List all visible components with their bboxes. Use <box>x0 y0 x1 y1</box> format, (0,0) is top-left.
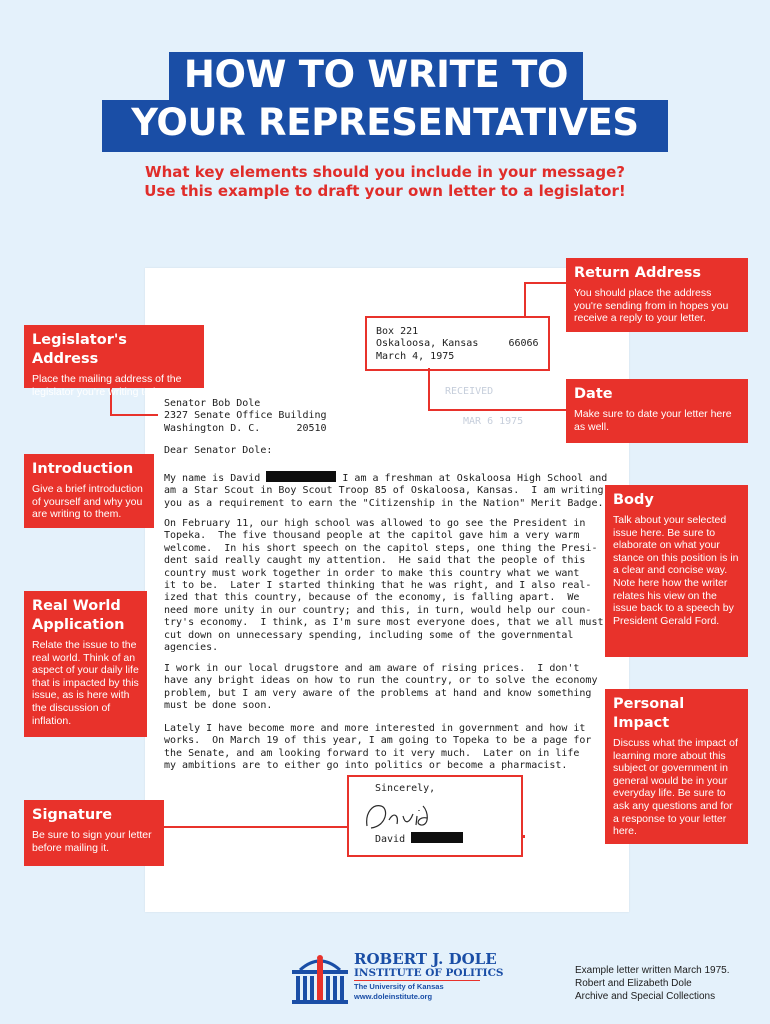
callout-body: Be sure to sign your letter before mailing it. <box>32 829 152 854</box>
closing: Sincerely, <box>375 783 436 794</box>
connector-line <box>140 826 347 828</box>
body-line: welcome. In his short speech on the capitol steps, one thing the Presi- <box>164 542 598 554</box>
callout-heading: Application <box>32 617 125 633</box>
real-world-line: problem, but I am very aware of the problems at hand and know something <box>164 687 592 699</box>
recipient-address-line: Senator Bob Dole <box>164 398 261 409</box>
real-world-callout <box>24 591 147 737</box>
received-stamp-label: RECEIVED <box>445 386 494 397</box>
redaction-bar <box>266 471 336 482</box>
connector-line <box>110 414 158 416</box>
subtitle-line-1: What key elements should you include in your message? <box>145 163 625 181</box>
logo-divider <box>354 980 480 981</box>
salutation: Dear Senator Dole: <box>164 445 273 456</box>
personal-line: works. On March 19 of this year, I am going to Topeka to be a page for <box>164 735 592 747</box>
page-title-line-2: YOUR REPRESENTATIVES <box>102 100 668 152</box>
credit-line: Archive and Special Collections <box>575 991 716 1002</box>
logo-institute: INSTITUTE OF POLITICS <box>354 967 504 979</box>
logo-university: The University of Kansas <box>354 982 444 991</box>
real-world-line: have any bright ideas on how to run the country, or to solve the economy <box>164 675 598 687</box>
personal-line: my ambitions are to either go into politics or become a pharmacist. <box>164 760 568 772</box>
connector-line <box>523 835 525 838</box>
real-world-line: must be done soon. <box>164 700 273 712</box>
body-line: try's economy. I think, as I'm sure most everyone does, that we all must <box>164 617 604 629</box>
callout-heading: Return Address <box>574 265 702 281</box>
credit-line: Example letter written March 1975. <box>575 965 730 976</box>
capitol-emblem-icon <box>290 950 350 1006</box>
recipient-address-block <box>164 398 327 435</box>
connector-line <box>428 368 430 411</box>
return-address-line: March 4, 1975 <box>376 350 455 362</box>
legislator-address-callout <box>24 325 204 398</box>
subtitle-line-2: Use this example to draft your own letter to a legislator! <box>144 182 626 200</box>
callout-heading: Personal Impact <box>613 696 685 731</box>
callout-body: Give a brief introduction of yourself and why you are writing to them. <box>32 483 143 521</box>
body-line: agencies. <box>164 642 219 654</box>
credit-line: Robert and Elizabeth Dole <box>575 978 692 989</box>
body-line: ized that this country, because of the economy, is falling apart. We <box>164 592 580 604</box>
body-line: dent said really caught my attention. He said that the people of this <box>164 555 586 567</box>
personal-impact-callout <box>605 689 748 844</box>
body-line: Topeka. The five thousand people at the capitol gave him a very warm <box>164 530 580 542</box>
callout-body: Talk about your selected issue here. Be sure to elaborate on what your stance on this position is in a clear and concise way. Note here how the writer relates his view on the issue back to a speech by President Gerald Ford. <box>613 514 739 627</box>
real-world-paragraph <box>164 663 597 713</box>
body-line: it to be. Later I started thinking that he was right, and I also real- <box>164 580 592 592</box>
intro-text: I am a freshman at Oskaloosa High School and <box>336 473 608 484</box>
callout-body: Discuss what the impact of learning more about this subject or government in general would be in your everyday life. Be sure to ask any questions and for a response to your letter here. <box>613 737 738 838</box>
callout-heading: Legislator's Address <box>32 332 127 367</box>
body-line: need more unity in our country; and this, in turn, would help our coun- <box>164 604 592 616</box>
logo-name: ROBERT J. DOLE <box>354 950 497 968</box>
body-line: On February 11, our high school was allowed to go see the President in <box>164 518 586 529</box>
logo-website-link[interactable]: www.doleinstitute.org <box>354 992 433 1001</box>
callout-body: Make sure to date your letter here as well. <box>574 408 732 433</box>
callout-body: Relate the issue to the real world. Think of an aspect of your daily life that is impacted by this issue, as is here with the discussion of inflation. <box>32 639 139 727</box>
body-line: country must work together in order to make this country what we want <box>164 567 580 579</box>
received-stamp-date: MAR 6 1975 <box>463 416 524 427</box>
personal-line: Lately I have become more and more interested in government and how it <box>164 723 586 734</box>
personal-line: the Senate, and am looking forward to it very much. Later on in life <box>164 747 580 759</box>
signature-highlight <box>347 775 523 857</box>
body-line: cut down on unnecessary spending, including some of the governmental <box>164 629 574 641</box>
callout-heading: Introduction <box>32 461 134 477</box>
signature-name-text: David <box>375 834 412 845</box>
date-callout <box>566 379 748 443</box>
recipient-address-line: 2327 Senate Office Building <box>164 410 327 422</box>
connector-line <box>524 282 526 318</box>
return-address-line: Box 221 <box>376 326 419 337</box>
return-address-highlight <box>365 316 550 371</box>
image-credit <box>575 964 730 1003</box>
real-world-line: I work in our local drugstore and am aware of rising prices. I don't <box>164 663 580 674</box>
body-callout <box>605 485 748 657</box>
return-address-callout <box>566 258 748 332</box>
callout-body: Place the mailing address of the legislator you're writing to here. <box>32 373 182 398</box>
callout-heading: Real World <box>32 598 121 614</box>
intro-line: you as a requirement to earn the "Citizenship in the Nation" Merit Badge. <box>164 497 604 509</box>
recipient-address-line: Washington D. C. 20510 <box>164 422 327 434</box>
intro-text: My name is David <box>164 473 267 484</box>
personal-paragraph <box>164 723 591 773</box>
return-address-line: Oskaloosa, Kansas 66066 <box>376 338 539 350</box>
callout-body: You should place the address you're sending from in hopes you receive a reply to your letter. <box>574 287 729 325</box>
introduction-callout <box>24 454 154 528</box>
intro-paragraph <box>164 471 607 510</box>
signature-callout <box>24 800 164 866</box>
callout-heading: Body <box>613 492 654 508</box>
body-paragraph <box>164 518 604 654</box>
callout-heading: Signature <box>32 807 113 823</box>
connector-line <box>428 409 568 411</box>
callout-heading: Date <box>574 386 613 402</box>
page-title-line-1: HOW TO WRITE TO <box>169 52 583 104</box>
dole-institute-logo <box>290 950 504 1006</box>
intro-line: am a Star Scout in Boy Scout Troop 85 of Oskaloosa, Kansas. I am writing <box>164 485 604 497</box>
